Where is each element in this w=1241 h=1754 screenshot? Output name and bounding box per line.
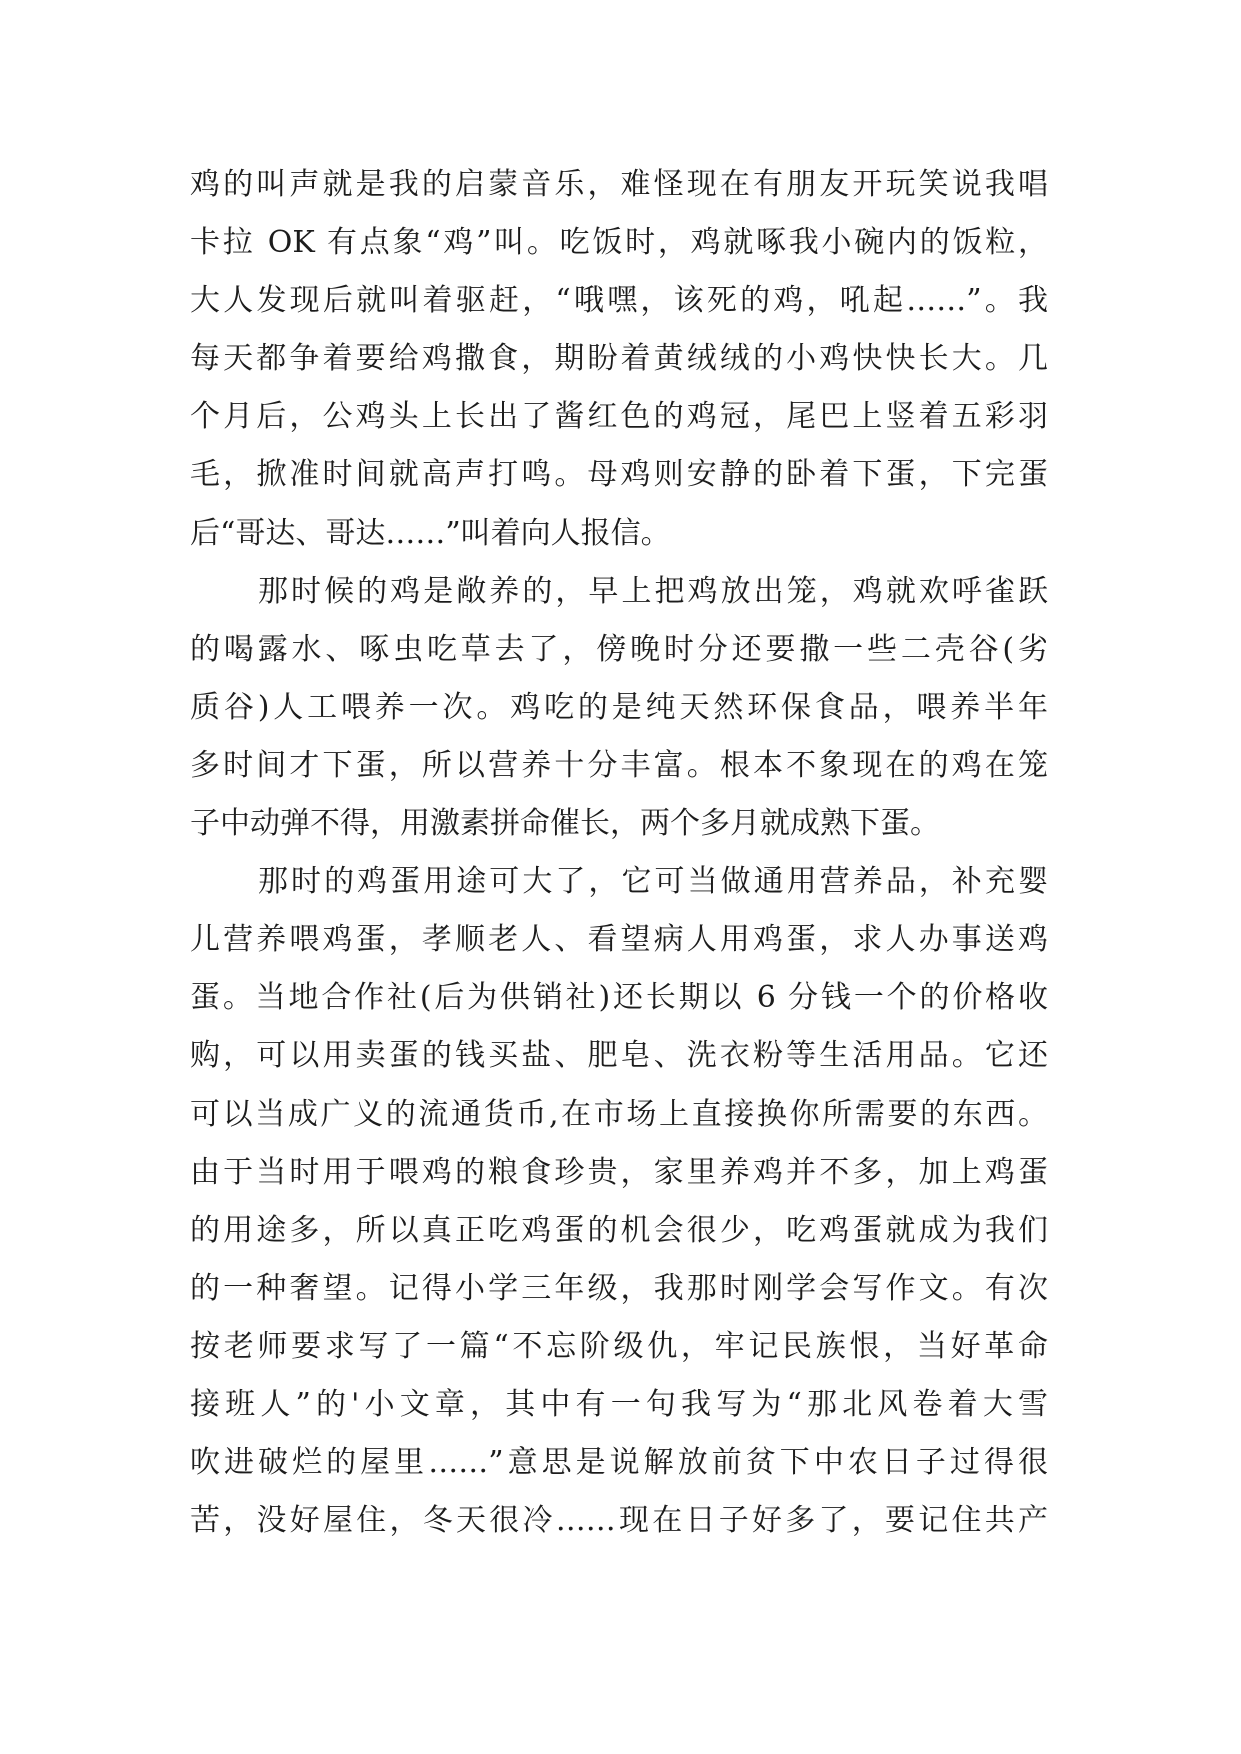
text-line: 的用途多，所以真正吃鸡蛋的机会很少，吃鸡蛋就成为我们: [190, 1212, 1048, 1248]
text-line: 按老师要求写了一篇“不忘阶级仇，牢记民族恨，当好革命: [190, 1328, 1048, 1364]
text-line: 多时间才下蛋，所以营养十分丰富。根本不象现在的鸡在笼: [190, 747, 1048, 783]
text-line: 由于当时用于喂鸡的粮食珍贵，家里养鸡并不多，加上鸡蛋: [190, 1154, 1048, 1190]
text-line: 毛，掀准时间就高声打鸣。母鸡则安静的卧着下蛋，下完蛋: [190, 457, 1048, 493]
text-line: 接班人”的'小文章，其中有一句我写为“那北风卷着大雪: [190, 1386, 1048, 1422]
text-line: 卡拉 OK 有点象“鸡”叫。吃饭时，鸡就啄我小碗内的饭粒，: [190, 225, 1048, 261]
text-line: 那时的鸡蛋用途可大了，它可当做通用营养品，补充婴: [258, 864, 1048, 900]
text-line: 质谷)人工喂养一次。鸡吃的是纯天然环保食品，喂养半年: [190, 689, 1048, 725]
text-line: 购，可以用卖蛋的钱买盐、肥皂、洗衣粉等生活用品。它还: [190, 1038, 1048, 1074]
text-line: 每天都争着要给鸡撒食，期盼着黄绒绒的小鸡快快长大。几: [190, 341, 1048, 377]
text-line: 的一种奢望。记得小学三年级，我那时刚学会写作文。有次: [190, 1270, 1048, 1306]
text-line: 个月后，公鸡头上长出了酱红色的鸡冠，尾巴上竖着五彩羽: [190, 399, 1048, 435]
text-line: 苦，没好屋住，冬天很冷……现在日子好多了，要记住共产: [190, 1503, 1048, 1539]
text-line: 大人发现后就叫着驱赶，“哦嘿，该死的鸡，吼起……”。我: [190, 283, 1048, 319]
text-line: 后“哥达、哥达……”叫着向人报信。: [190, 515, 671, 551]
paragraph: [190, 156, 1048, 563]
text-line: 儿营养喂鸡蛋，孝顺老人、看望病人用鸡蛋，求人办事送鸡: [190, 922, 1048, 958]
paragraph: [190, 563, 1048, 853]
text-line: 蛋。当地合作社(后为供销社)还长期以 6 分钱一个的价格收: [190, 980, 1048, 1016]
text-line: 可以当成广义的流通货币,在市场上直接换你所需要的东西。: [190, 1096, 1048, 1132]
text-line: 那时候的鸡是敞养的，早上把鸡放出笼，鸡就欢呼雀跃: [258, 573, 1048, 609]
text-line: 吹进破烂的屋里……”意思是说解放前贫下中农日子过得很: [190, 1445, 1048, 1481]
body-text: [190, 156, 1048, 1550]
text-line: 的喝露水、啄虫吃草去了，傍晚时分还要撒一些二壳谷(劣: [190, 631, 1048, 667]
text-line: 鸡的叫声就是我的启蒙音乐，难怪现在有朋友开玩笑说我唱: [190, 167, 1048, 202]
text-line: 子中动弹不得，用激素拼命催长，两个多月就成熟下蛋。: [190, 806, 940, 842]
paragraph: [190, 853, 1048, 1550]
